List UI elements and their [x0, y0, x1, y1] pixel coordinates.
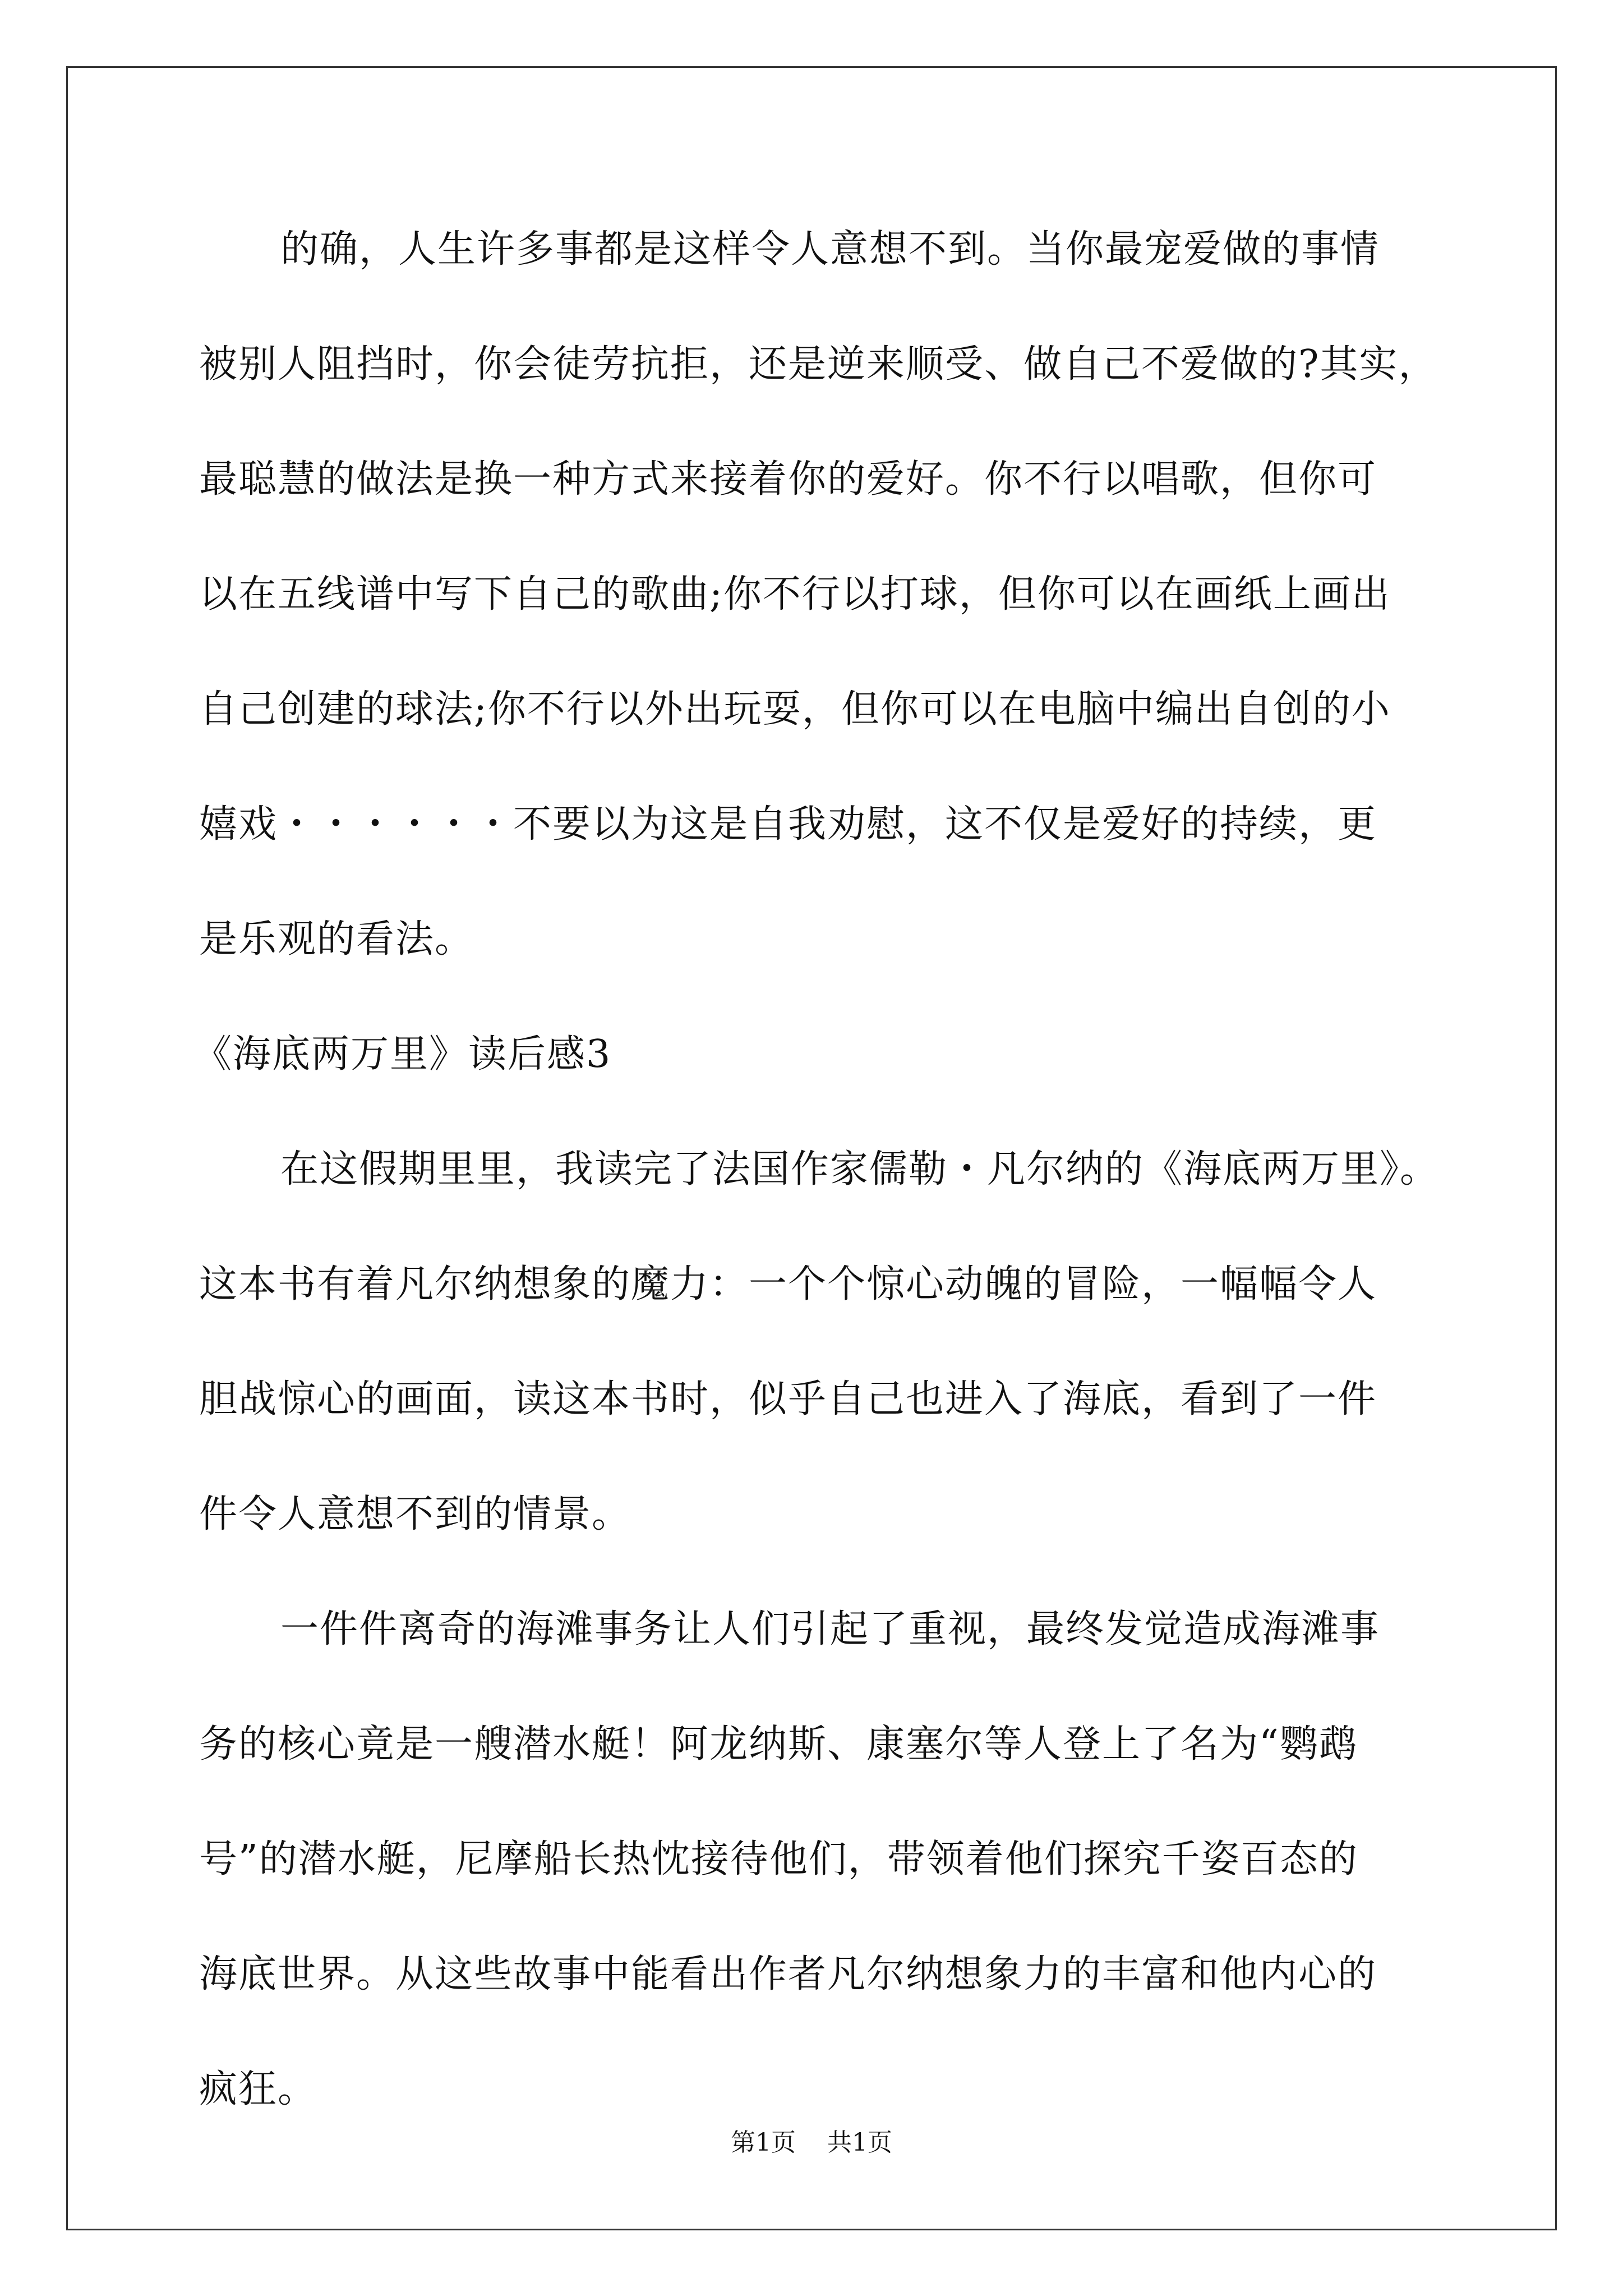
paragraph-1-line: 被别人阻挡时，你会徒劳抗拒，还是逆来顺受、做自己不爱做的?其实，	[199, 342, 1438, 386]
page-total: 共1页	[827, 2128, 892, 2157]
paragraph-3-line: 一件件离奇的海滩事务让人们引起了重视，最终发觉造成海滩事	[280, 1607, 1380, 1651]
paragraph-1-line: 是乐观的看法。	[199, 917, 474, 961]
paragraph-2-line: 在这假期里里，我读完了法国作家儒勒・凡尔纳的《海底两万里》。	[280, 1147, 1440, 1191]
paragraph-1-line: 嬉戏・・・・・・不要以为这是自我劝慰，这不仅是爱好的持续，更	[199, 802, 1377, 846]
paragraph-3-line: 务的核心竟是一艘潜水艇！阿龙纳斯、康塞尔等人登上了名为“鹦鹉	[199, 1722, 1358, 1766]
paragraph-1-line: 最聪慧的做法是换一种方式来接着你的爱好。你不行以唱歌，但你可	[199, 457, 1377, 501]
section-heading: 《海底两万里》读后感3	[193, 1032, 612, 1076]
page-footer	[0, 2127, 1623, 2159]
paragraph-3-line: 号”的潜水艇，尼摩船长热忱接待他们，带领着他们探究千姿百态的	[199, 1837, 1358, 1881]
paragraph-3-line: 海底世界。从这些故事中能看出作者凡尔纳想象力的丰富和他内心的	[199, 1952, 1377, 1996]
paragraph-1-line: 自己创建的球法;你不行以外出玩耍，但你可以在电脑中编出自创的小	[199, 687, 1391, 731]
paragraph-2-line: 这本书有着凡尔纳想象的魔力：一个个惊心动魄的冒险，一幅幅令人	[199, 1262, 1377, 1306]
paragraph-1-line: 以在五线谱中写下自己的歌曲;你不行以打球，但你可以在画纸上画出	[199, 572, 1391, 616]
paragraph-3-line: 疯狂。	[199, 2067, 317, 2111]
page-number: 第1页	[731, 2128, 796, 2157]
paragraph-2-line: 胆战惊心的画面，读这本书时，似乎自己也进入了海底，看到了一件	[199, 1377, 1377, 1421]
paragraph-1-line: 的确，人生许多事都是这样令人意想不到。当你最宠爱做的事情	[280, 227, 1380, 272]
paragraph-2-line: 件令人意想不到的情景。	[199, 1492, 631, 1536]
